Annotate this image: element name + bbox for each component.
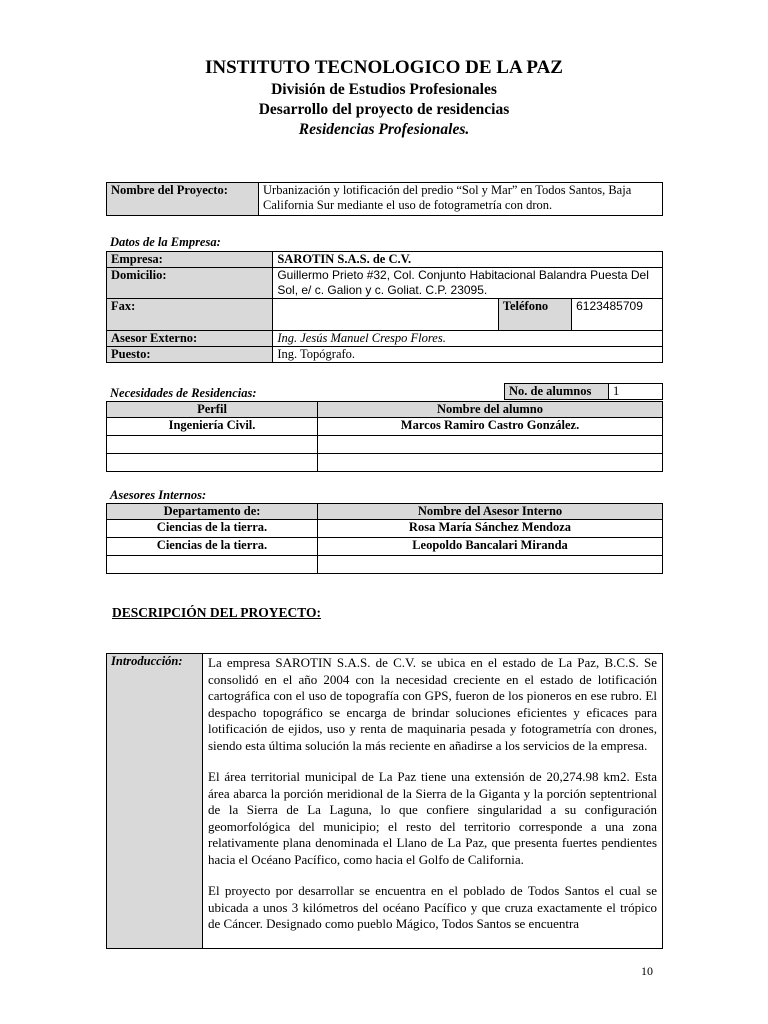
nombre-asesor-cell: Rosa María Sánchez Mendoza: [318, 520, 663, 538]
nombre-alumno-cell: Marcos Ramiro Castro González.: [318, 418, 663, 436]
asesores-table: [106, 503, 663, 574]
nombre-asesor-cell: Leopoldo Bancalari Miranda: [318, 538, 663, 556]
division-title: División de Estudios Profesionales: [271, 81, 497, 98]
empresa-value: SAROTIN S.A.S. de C.V.: [273, 252, 663, 268]
asesores-section-label: Asesores Internos:: [110, 488, 207, 502]
project-label: Nombre del Proyecto:: [107, 183, 259, 216]
fax-value: [273, 299, 498, 331]
empty-cell: [318, 556, 663, 574]
telefono-number: 6123485709: [576, 299, 643, 313]
project-dev-title: Desarrollo del proyecto de residencias: [258, 101, 510, 118]
introduccion-text: [208, 655, 657, 933]
empty-cell: [318, 454, 663, 472]
empresa-table: [106, 251, 663, 363]
telefono-value: [572, 299, 663, 331]
fax-label: Fax:: [107, 299, 273, 331]
domicilio-label: Domicilio:: [107, 268, 273, 299]
necesidades-section-label: Necesidades de Residencias:: [110, 386, 257, 400]
departamento-header: Departamento de:: [107, 504, 318, 520]
empresa-section-label: Datos de la Empresa:: [110, 235, 221, 249]
project-value: Urbanización y lotificación del predio “Sol y Mar” en Todos Santos, Baja California Sur mediante el uso de fotogrametría con dron.: [259, 183, 663, 216]
intro-paragraph: El área territorial municipal de La Paz tiene una extensión de 20,274.98 km2. Esta área abarca la porción meridional de la Sierra de la Giganta y la porción septentrional de la Sierra de La Laguna, lo que confiere singularidad a su configuración geomorfológica del municipio; el resto del territorio corresponde a una zona relativamente plana denominada el Llano de La Paz, que presenta fuertes pendientes hacia el Océano Pacífico, como hacia el Golfo de California.: [208, 769, 657, 867]
puesto-value: Ing. Topógrafo.: [273, 347, 663, 363]
empresa-label: Empresa:: [107, 252, 273, 268]
introduccion-label: Introducción:: [107, 654, 203, 949]
alumnos-count-value: 1: [609, 384, 663, 400]
residencias-title: Residencias Profesionales.: [298, 121, 470, 138]
introduccion-table: [106, 653, 663, 949]
page-number: 10: [641, 964, 653, 978]
project-table: [106, 182, 663, 216]
empty-cell: [107, 454, 318, 472]
alumnos-count-table: [504, 383, 663, 400]
empty-cell: [107, 436, 318, 454]
asesor-externo-value: Ing. Jesús Manuel Crespo Flores.: [273, 331, 663, 347]
perfil-cell: Ingeniería Civil.: [107, 418, 318, 436]
empty-cell: [318, 436, 663, 454]
alumnos-count-label: No. de alumnos: [505, 384, 609, 400]
nombre-asesor-header: Nombre del Asesor Interno: [318, 504, 663, 520]
departamento-cell: Ciencias de la tierra.: [107, 520, 318, 538]
empty-cell: [107, 556, 318, 574]
departamento-cell: Ciencias de la tierra.: [107, 538, 318, 556]
institute-title: INSTITUTO TECNOLOGICO DE LA PAZ: [205, 57, 563, 78]
intro-paragraph: El proyecto por desarrollar se encuentra en el poblado de Todos Santos el cual se ubicada a unos 3 kilómetros del océano Pacífico y que cruza exactamente el trópico de Cáncer. Designado como pueblo Mágico, Todos Santos se encuentra: [208, 883, 657, 931]
descripcion-section-title: DESCRIPCIÓN DEL PROYECTO:: [112, 605, 322, 620]
telefono-label: Teléfono: [498, 299, 571, 331]
asesor-externo-label: Asesor Externo:: [107, 331, 273, 347]
domicilio-value: Guillermo Prieto #32, Col. Conjunto Habitacional Balandra Puesta Del Sol, e/ c. Galion y c. Goliat. C.P. 23095.: [273, 268, 663, 299]
alumnos-table: [106, 401, 663, 472]
intro-paragraph: La empresa SAROTIN S.A.S. de C.V. se ubica en el estado de La Paz, B.C.S. Se consolidó en el año 2004 con la necesidad creciente en el estado de lotificación cartográfica con el uso de topografía con GPS, fueron de los pioneros en ese rubro. El despacho topográfico se encarga de brindar soluciones eficientes y eficaces para lotificación de ejidos, uso y renta de maquinaria pesada y fotogrametría con drones, siendo esta última solución la más reciente en añadirse a los servicios de la empresa.: [208, 655, 657, 753]
nombre-alumno-header: Nombre del alumno: [318, 402, 663, 418]
puesto-label: Puesto:: [107, 347, 273, 363]
perfil-header: Perfil: [107, 402, 318, 418]
